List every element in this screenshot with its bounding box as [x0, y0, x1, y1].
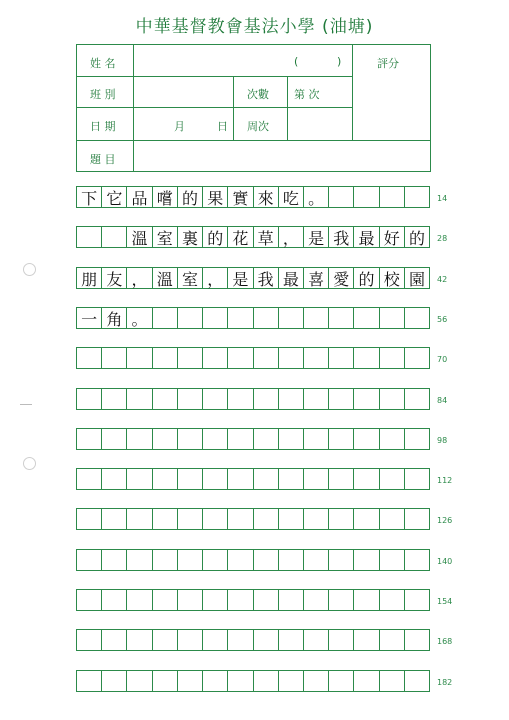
grid-cell [153, 429, 178, 449]
grid-cell [405, 630, 429, 650]
grid-cell: 它 [102, 187, 127, 207]
grid-cell [304, 348, 329, 368]
grid-cell [380, 590, 405, 610]
grid-cell [127, 509, 152, 529]
grid-cell [380, 630, 405, 650]
grid-cell [102, 348, 127, 368]
grid-cell [380, 389, 405, 409]
grid-cell [77, 671, 102, 691]
grid-cell [178, 469, 203, 489]
grid-cell: 裏 [178, 227, 203, 247]
grid-cell [329, 187, 354, 207]
grid-cell: 下 [77, 187, 102, 207]
row-number: 112 [437, 476, 453, 485]
fold-mark [20, 404, 32, 405]
grid-cell [279, 550, 304, 570]
grid-row [76, 428, 430, 450]
grid-cell: 花 [228, 227, 253, 247]
grid-cell [329, 590, 354, 610]
grid-cell: 最 [354, 227, 379, 247]
grid-row [76, 468, 430, 490]
grid-row [76, 388, 430, 410]
grid-cell [178, 590, 203, 610]
grid-cell [77, 227, 102, 247]
order-label: 第 次 [294, 88, 320, 101]
grid-cell [254, 509, 279, 529]
grid-cell [153, 348, 178, 368]
grid-cell [254, 590, 279, 610]
grid-cell [102, 550, 127, 570]
binder-hole [23, 457, 36, 470]
grid-cell: 校 [380, 268, 405, 288]
grid-cell [279, 308, 304, 328]
grid-cell [304, 509, 329, 529]
grid-cell [102, 590, 127, 610]
count-label: 次數 [247, 88, 269, 101]
week-label: 周次 [247, 120, 269, 133]
grid-cell [354, 308, 379, 328]
grid-cell [153, 389, 178, 409]
grid-cell: 一 [77, 308, 102, 328]
grid-cell [203, 348, 228, 368]
grid-cell [203, 308, 228, 328]
grid-cell [153, 469, 178, 489]
grid-cell [279, 509, 304, 529]
grid-cell [77, 348, 102, 368]
grid-cell [153, 671, 178, 691]
grid-cell [102, 227, 127, 247]
grid-cell: 喜 [304, 268, 329, 288]
grid-cell [127, 389, 152, 409]
grid-cell [329, 389, 354, 409]
grid-cell [102, 671, 127, 691]
grid-cell [203, 429, 228, 449]
grid-cell [178, 389, 203, 409]
grid-cell [329, 469, 354, 489]
day-label: 日 [217, 120, 228, 133]
row-number: 182 [437, 678, 453, 687]
grid-cell [153, 550, 178, 570]
row-number: 126 [437, 516, 453, 525]
grid-cell [153, 308, 178, 328]
grid-cell [279, 630, 304, 650]
grid-cell [329, 509, 354, 529]
grid-cell [354, 590, 379, 610]
grid-cell [153, 509, 178, 529]
grid-cell [354, 509, 379, 529]
grid-cell [102, 630, 127, 650]
row-number: 14 [437, 194, 448, 203]
grid-cell [77, 550, 102, 570]
grid-cell [304, 469, 329, 489]
grid-cell [153, 630, 178, 650]
grid-cell [254, 429, 279, 449]
grid-cell [228, 550, 253, 570]
grid-cell [354, 469, 379, 489]
grid-cell [178, 429, 203, 449]
grid-cell [178, 348, 203, 368]
grid-cell [77, 630, 102, 650]
grid-cell: 溫 [153, 268, 178, 288]
row-number: 168 [437, 637, 453, 646]
grid-cell [203, 389, 228, 409]
grid-cell [304, 550, 329, 570]
grid-cell [102, 469, 127, 489]
grid-cell [254, 630, 279, 650]
grid-cell: 的 [203, 227, 228, 247]
grid-cell [380, 308, 405, 328]
grid-row [76, 508, 430, 530]
row-number: 28 [437, 234, 448, 243]
grid-cell [178, 550, 203, 570]
grid-cell [127, 671, 152, 691]
grid-cell [405, 308, 429, 328]
grid-cell [127, 550, 152, 570]
grid-cell [304, 630, 329, 650]
grid-cell [203, 630, 228, 650]
grid-cell [405, 509, 429, 529]
row-number: 98 [437, 436, 448, 445]
grid-cell [405, 429, 429, 449]
grid-cell [127, 590, 152, 610]
grid-cell [279, 429, 304, 449]
grid-cell [228, 509, 253, 529]
grid-cell: 。 [127, 308, 152, 328]
grid-cell [178, 509, 203, 529]
score-label: 評分 [377, 57, 399, 70]
grid-cell [228, 308, 253, 328]
row-number: 154 [437, 597, 453, 606]
grid-cell [329, 308, 354, 328]
grid-cell [380, 550, 405, 570]
grid-cell [228, 429, 253, 449]
grid-cell [127, 429, 152, 449]
grid-cell: 草 [254, 227, 279, 247]
grid-cell: 我 [329, 227, 354, 247]
header-form [76, 44, 431, 172]
name-label: 姓 名 [90, 57, 116, 70]
grid-cell [329, 348, 354, 368]
grid-cell [203, 509, 228, 529]
grid-cell [304, 671, 329, 691]
class-number-paren-close: ) [337, 55, 342, 68]
grid-cell: 品 [127, 187, 152, 207]
grid-row [76, 226, 430, 248]
grid-cell [153, 590, 178, 610]
grid-cell [354, 550, 379, 570]
grid-row [76, 307, 430, 329]
row-number: 84 [437, 396, 448, 405]
grid-cell [127, 630, 152, 650]
grid-cell [304, 429, 329, 449]
grid-cell: 愛 [329, 268, 354, 288]
class-number-paren-open: ( [294, 55, 299, 68]
grid-row [76, 670, 430, 692]
grid-cell [304, 590, 329, 610]
grid-cell [254, 671, 279, 691]
grid-cell: 的 [178, 187, 203, 207]
grid-cell [354, 389, 379, 409]
grid-cell [304, 389, 329, 409]
grid-cell [127, 469, 152, 489]
grid-cell [354, 348, 379, 368]
grid-cell [354, 630, 379, 650]
grid-cell: 的 [354, 268, 379, 288]
grid-cell [329, 429, 354, 449]
grid-row [76, 629, 430, 651]
grid-cell [380, 348, 405, 368]
grid-cell [405, 550, 429, 570]
row-number: 56 [437, 315, 448, 324]
page-title: 中華基督教會基法小學 (油塘) [135, 17, 374, 37]
grid-cell [279, 671, 304, 691]
date-label: 日 期 [90, 120, 116, 133]
grid-cell: 溫 [127, 227, 152, 247]
grid-cell [77, 389, 102, 409]
grid-cell [405, 348, 429, 368]
grid-cell: 室 [153, 227, 178, 247]
grid-cell [77, 590, 102, 610]
grid-cell [228, 630, 253, 650]
row-number: 140 [437, 557, 453, 566]
grid-cell [127, 348, 152, 368]
grid-row [76, 549, 430, 571]
grid-cell: 的 [408, 228, 425, 248]
grid-cell [380, 187, 405, 207]
grid-cell [380, 429, 405, 449]
grid-cell [228, 389, 253, 409]
grid-cell [228, 348, 253, 368]
grid-cell: 我 [254, 268, 279, 288]
grid-cell [77, 429, 102, 449]
grid-cell [279, 389, 304, 409]
binder-hole [23, 263, 36, 276]
grid-cell: ， [127, 268, 152, 288]
grid-cell [77, 509, 102, 529]
grid-cell: 朋 [77, 268, 102, 288]
grid-cell [304, 308, 329, 328]
grid-cell: ， [203, 268, 228, 288]
grid-cell: ， [279, 227, 304, 247]
grid-cell [329, 671, 354, 691]
grid-cell [405, 469, 429, 489]
grid-cell [405, 590, 429, 610]
grid-cell [380, 509, 405, 529]
grid-row [76, 267, 430, 289]
grid-cell [254, 469, 279, 489]
grid-cell [329, 550, 354, 570]
grid-cell [279, 469, 304, 489]
grid-cell [279, 590, 304, 610]
grid-cell [102, 389, 127, 409]
grid-cell [178, 671, 203, 691]
row-number: 70 [437, 355, 448, 364]
grid-cell [254, 550, 279, 570]
grid-cell [203, 469, 228, 489]
grid-cell [380, 469, 405, 489]
grid-cell [228, 590, 253, 610]
grid-cell: 來 [254, 187, 279, 207]
grid-cell [203, 550, 228, 570]
grid-cell: 友 [102, 268, 127, 288]
grid-cell [77, 469, 102, 489]
grid-cell: 最 [279, 268, 304, 288]
grid-cell [254, 389, 279, 409]
month-label: 月 [174, 120, 185, 133]
grid-cell [178, 308, 203, 328]
grid-cell: 吃 [279, 187, 304, 207]
grid-row [76, 186, 430, 208]
grid-cell [354, 671, 379, 691]
grid-cell: 是 [228, 268, 253, 288]
grid-cell [405, 389, 429, 409]
grid-cell [228, 671, 253, 691]
grid-cell: 嚐 [153, 187, 178, 207]
grid-cell [405, 187, 429, 207]
row-number: 42 [437, 275, 448, 284]
grid-cell: 果 [203, 187, 228, 207]
grid-cell [329, 630, 354, 650]
grid-cell: 是 [304, 227, 329, 247]
grid-cell [380, 671, 405, 691]
grid-cell [228, 469, 253, 489]
grid-cell: 好 [380, 227, 405, 247]
grid-cell: 。 [304, 187, 329, 207]
class-label: 班 別 [90, 88, 116, 101]
grid-cell [203, 671, 228, 691]
grid-cell [178, 630, 203, 650]
grid-cell: 角 [102, 308, 127, 328]
grid-cell: 室 [178, 268, 203, 288]
grid-cell [254, 308, 279, 328]
grid-cell [203, 590, 228, 610]
topic-label: 題 目 [90, 153, 116, 166]
grid-cell [354, 187, 379, 207]
grid-cell: 實 [228, 187, 253, 207]
grid-cell [102, 429, 127, 449]
grid-row [76, 589, 430, 611]
grid-row [76, 347, 430, 369]
grid-cell: 園 [408, 269, 425, 289]
grid-cell [102, 509, 127, 529]
grid-cell [254, 348, 279, 368]
grid-cell [279, 348, 304, 368]
grid-cell [405, 671, 429, 691]
grid-cell [354, 429, 379, 449]
